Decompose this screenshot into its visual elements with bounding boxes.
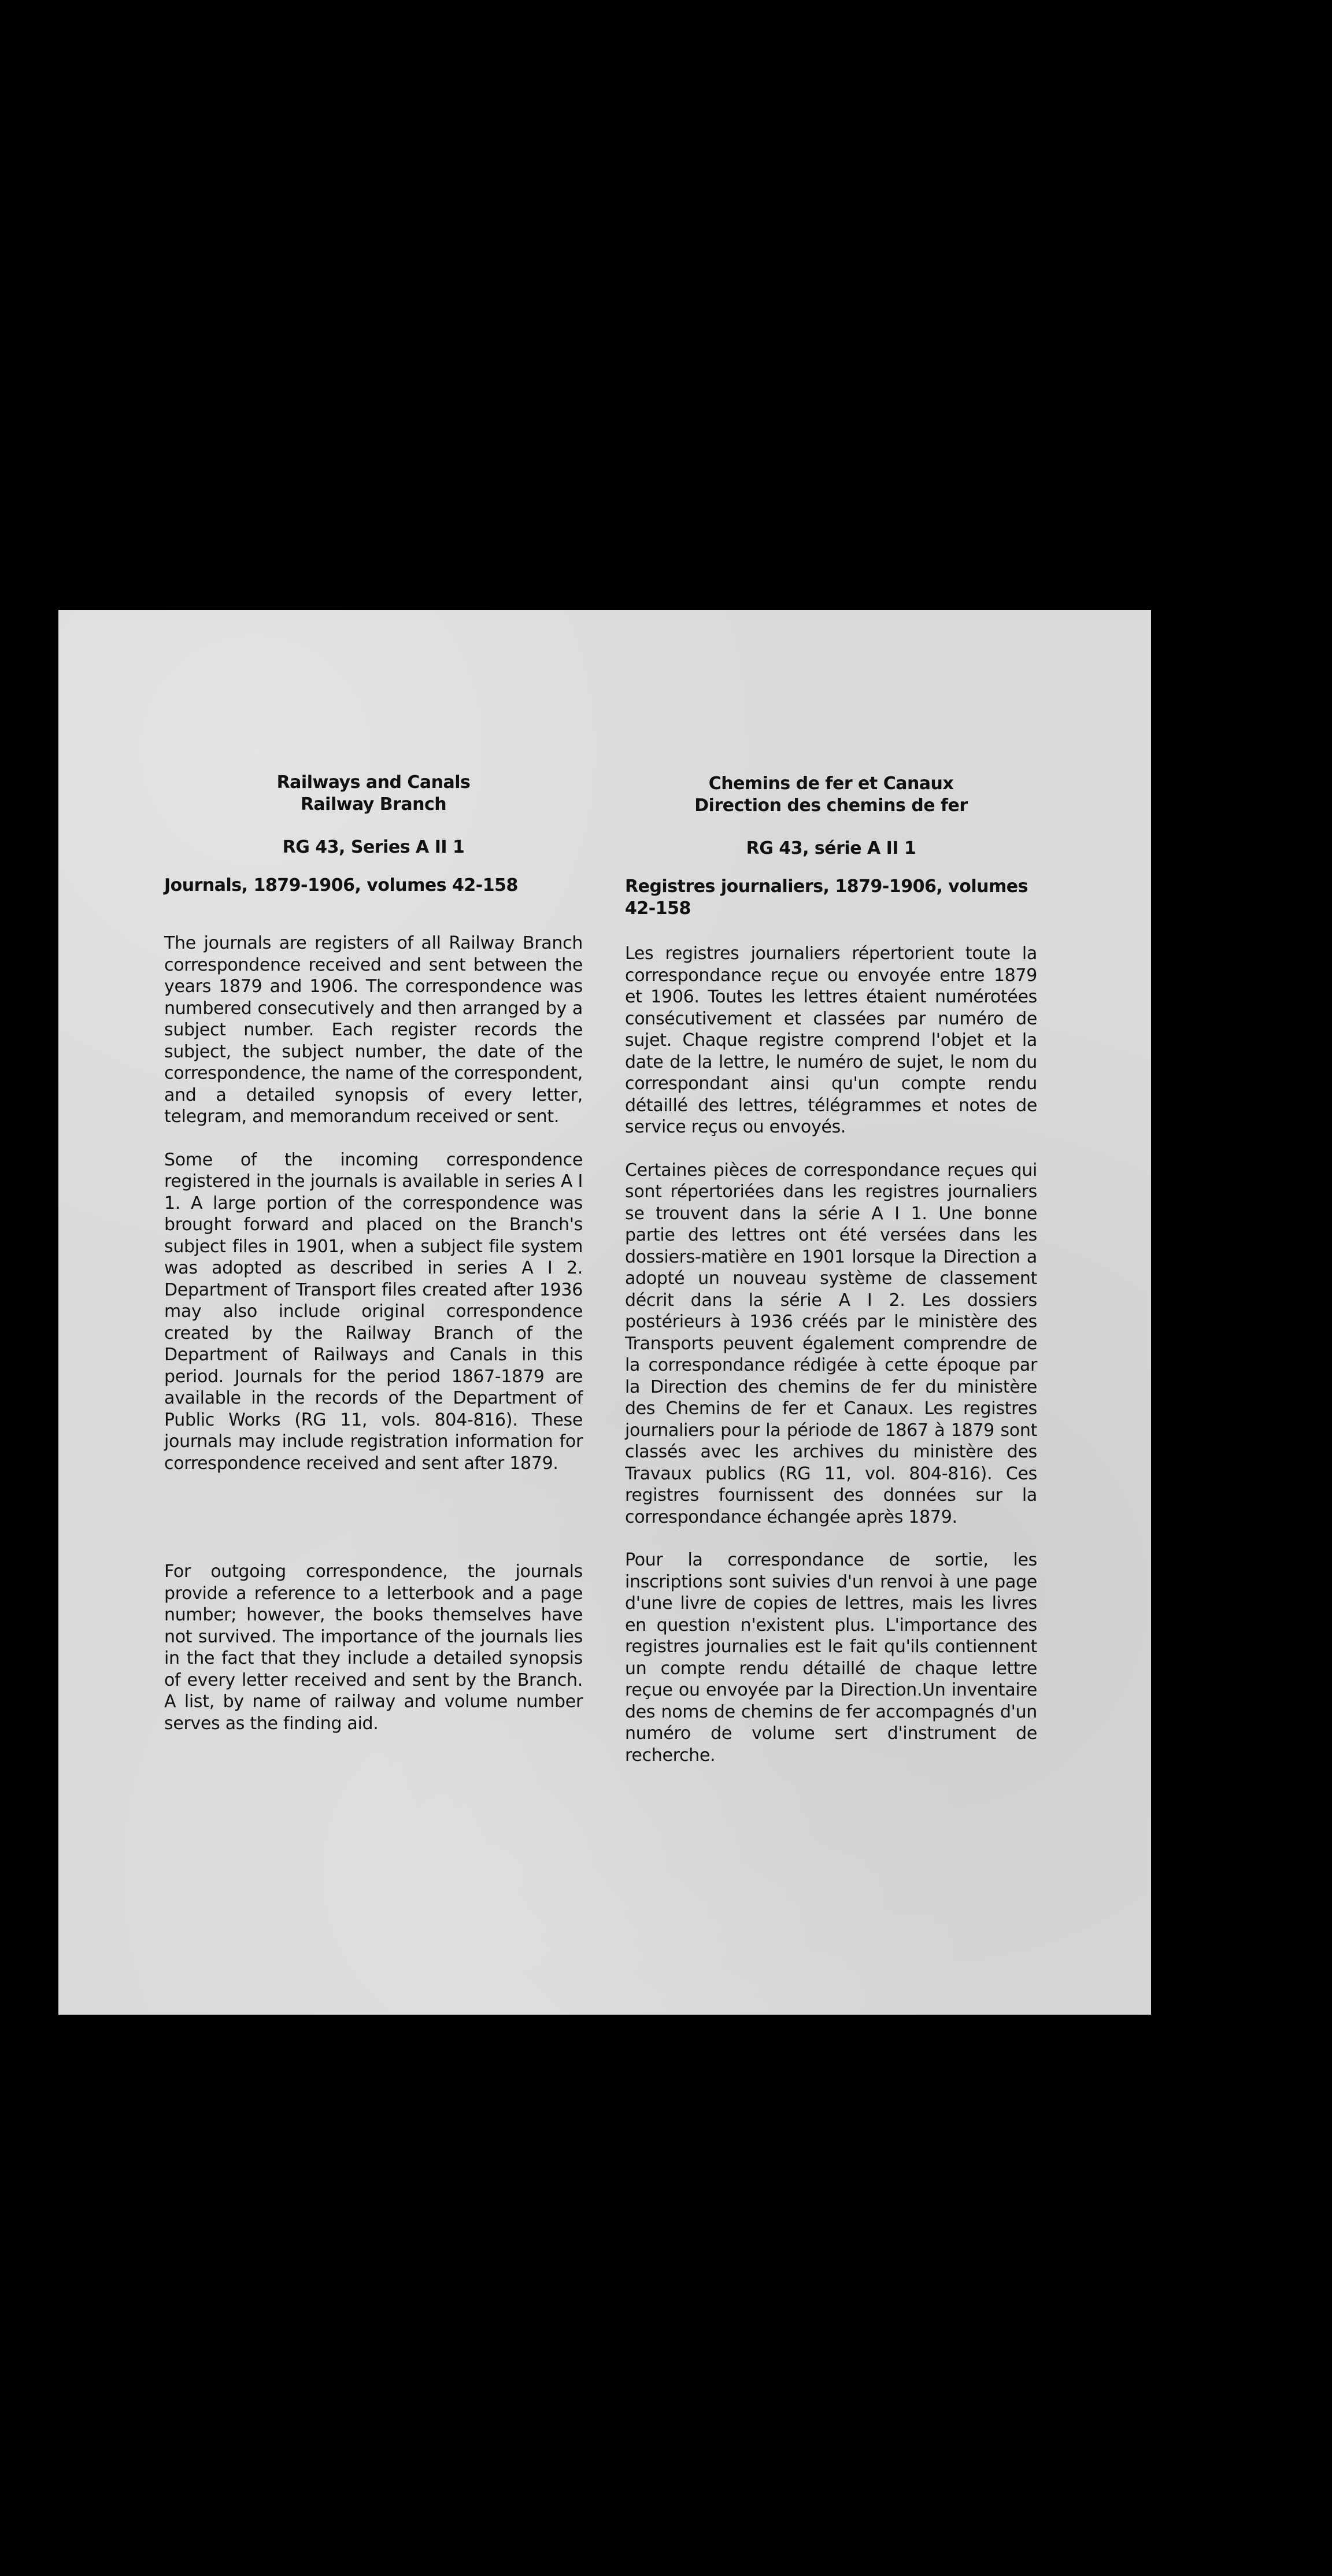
french-series: RG 43, série A II 1 [746,838,916,858]
english-heading-line2: Railway Branch [300,794,447,815]
french-heading-line1: Chemins de fer et Canaux [708,773,954,794]
english-paragraph-1: The journals are registers of all Railway Branch correspondence received and sent between the years 1879 and 1906. The correspondence was numbered consecutively and then arranged by a subject number. Each register records the subject, the subject number, the date of the correspondence, the name of the correspondent, and a detailed synopsis of every letter, telegram, and memorandum received or sent. [164,933,583,1127]
english-heading-line1: Railways and Canals [276,772,471,793]
french-subtitle: Registres journaliers, 1879-1906, volumes 42-158 [625,876,1028,919]
english-column [164,772,583,1734]
french-column [625,772,1037,1766]
english-paragraph-2: Some of the incoming correspondence registered in the journals is available in series A I 1. A large portion of the correspondence was brought forward and placed on the Branch's subject files in 1901, when a subject file system was adopted as described in series A I 2. Department of Transport files created after 1936 may also include original correspondence created by the Railway Branch of the Department of Railways and Canals in this period. Journals for the period 1867-1879 are available in the records of the Department of Public Works (RG 11, vols. 804-816). These journals may include registration information for correspondence received and sent after 1879. [164,1149,583,1474]
english-subtitle: Journals, 1879-1906, volumes 42-158 [164,875,518,895]
french-paragraph-1: Les registres journaliers répertorient toute la correspondance reçue ou envoyée entre 1879 et 1906. Toutes les lettres étaient numérotées consécutivement et classées par numéro de sujet. Chaque registre comprend l'objet et la date de la lettre, le numéro de sujet, le nom du correspondant ainsi qu'un compte rendu détaillé des lettres, télégrammes et notes de service reçus ou envoyés. [625,943,1037,1137]
english-series: RG 43, Series A II 1 [282,837,465,857]
document-page [58,610,1151,2015]
french-paragraph-2: Certaines pièces de correspondance reçues qui sont répertoriées dans les registres journaliers se trouvent dans la série A I 1. Une bonne partie des lettres ont été versées dans les dossiers-matière en 1901 lorsque la Direction a adopté un nouveau système de classement décrit dans la série A I 2. Les dossiers postérieurs à 1936 créés par le ministère des Transports peuvent également comprendre de la correspondance rédigée à cette époque par la Direction des chemins de fer du ministère des Chemins de fer et Canaux. Les registres journaliers pour la période de 1867 à 1879 sont classés avec les archives du ministère des Travaux publics (RG 11, vol. 804-816). Ces registres fournissent des données sur la correspondance échangée après 1879. [625,1160,1037,1527]
english-paragraph-3: For outgoing correspondence, the journals provide a reference to a letterbook and a page number; however, the books themselves have not survived. The importance of the journals lies in the fact that they include a detailed synopsis of every letter received and sent by the Branch. A list, by name of railway and volume number serves as the finding aid. [164,1561,583,1734]
french-paragraph-3: Pour la correspondance de sortie, les inscriptions sont suivies d'un renvoi à une page d'une livre de copies de lettres, mais les livres en question n'existent plus. L'importance des registres journalies est le fait qu'ils contiennent un compte rendu détaillé de chaque lettre reçue ou envoyée par la Direction.Un inventaire des noms de chemins de fer accompagnés d'un numéro de volume sert d'instrument de recherche. [625,1550,1037,1766]
french-heading-line2: Direction des chemins de fer [694,795,968,816]
